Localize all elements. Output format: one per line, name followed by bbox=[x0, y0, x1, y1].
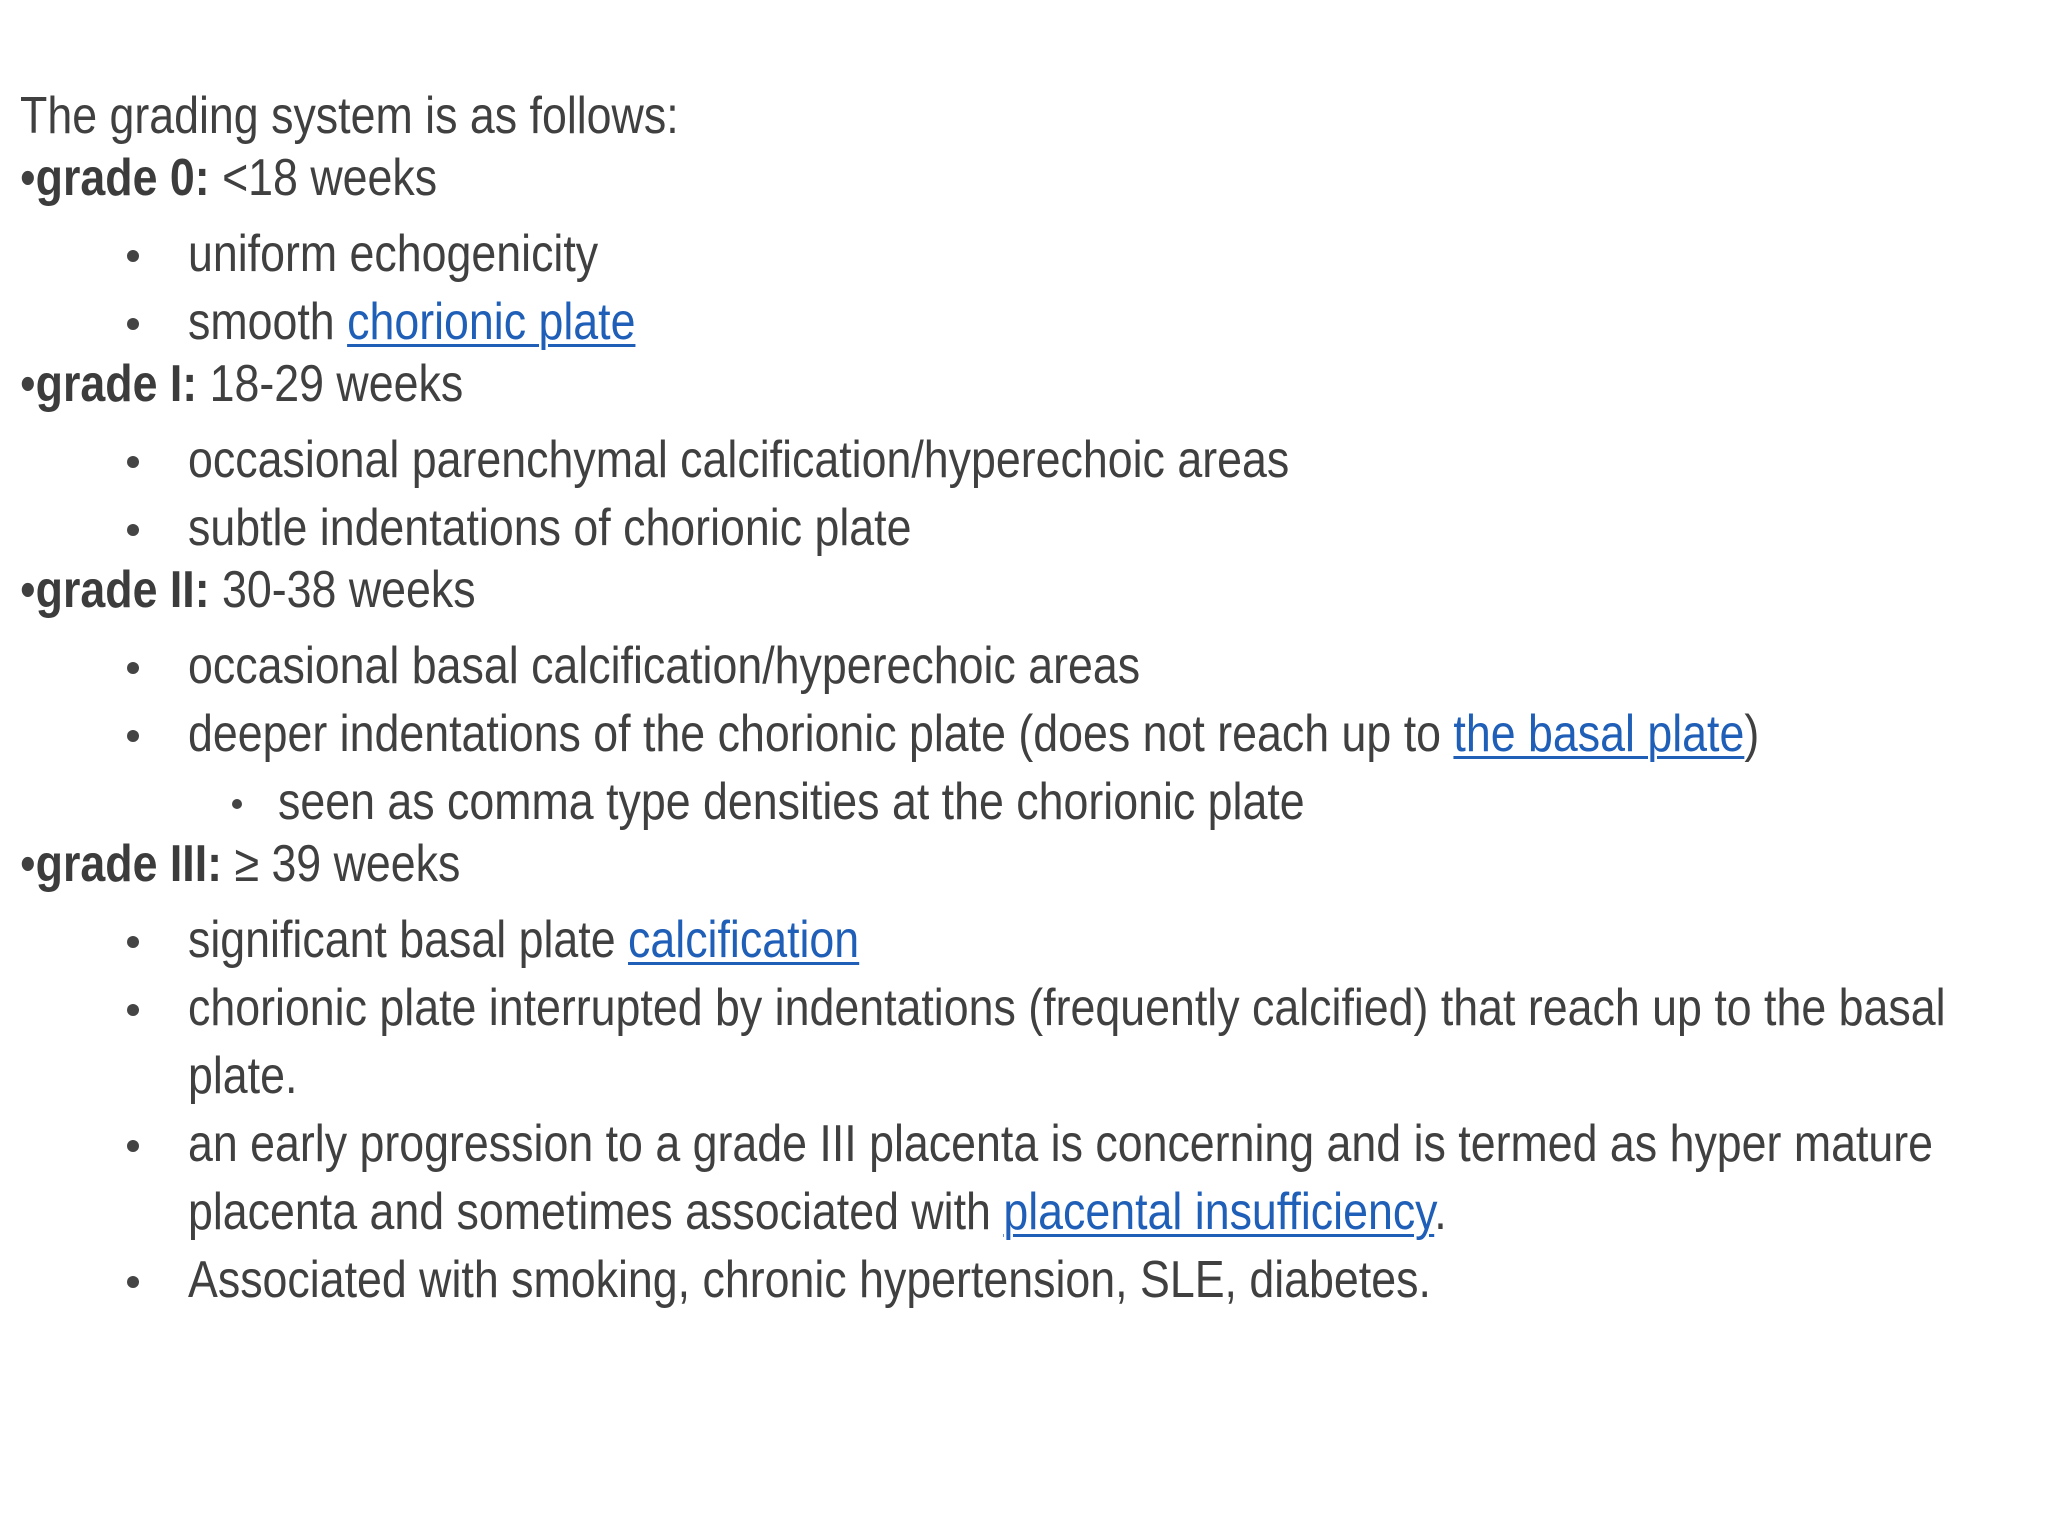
list-item: subtle indentations of chorionic plate bbox=[188, 499, 912, 557]
grade-label: grade II: bbox=[35, 561, 210, 619]
bullet-dot bbox=[127, 250, 139, 262]
grade-weeks: ≥ 39 weeks bbox=[222, 835, 461, 893]
list-item: Associated with smoking, chronic hypertension, SLE, diabetes. bbox=[188, 1251, 1431, 1309]
grade-label: grade I: bbox=[35, 355, 198, 413]
bullet-dot bbox=[127, 318, 139, 330]
basal-plate-link[interactable]: the basal plate bbox=[1453, 705, 1745, 763]
list-item: uniform echogenicity bbox=[188, 225, 599, 283]
bullet-dot bbox=[127, 1276, 139, 1288]
intro-text: The grading system is as follows: bbox=[20, 87, 679, 145]
grade-weeks: <18 weeks bbox=[209, 149, 438, 207]
grade-bullet: • bbox=[20, 355, 36, 413]
sub-bullet-dot bbox=[232, 799, 242, 809]
bullet-dot bbox=[127, 456, 139, 468]
list-item-continuation: plate. bbox=[188, 1047, 298, 1105]
list-item-continuation: placenta and sometimes associated with placental insufficiency. bbox=[188, 1183, 1447, 1241]
grade-bullet: • bbox=[20, 835, 36, 893]
sub-list-item: seen as comma type densities at the chorionic plate bbox=[278, 773, 1305, 831]
grade-weeks: 30-38 weeks bbox=[209, 561, 476, 619]
grade-weeks: 18-29 weeks bbox=[197, 355, 464, 413]
list-item: occasional basal calcification/hyperechoic areas bbox=[188, 637, 1141, 695]
grade-heading-1 bbox=[20, 354, 463, 414]
bullet-dot bbox=[127, 936, 139, 948]
grade-bullet: • bbox=[20, 561, 36, 619]
grade-heading-0 bbox=[20, 148, 437, 208]
grade-label: grade 0: bbox=[35, 149, 210, 207]
calcification-link[interactable]: calcification bbox=[628, 911, 860, 969]
list-item: smooth chorionic plate bbox=[188, 293, 636, 351]
grade-label: grade III: bbox=[35, 835, 223, 893]
list-item: deeper indentations of the chorionic plate (does not reach up to the basal plate) bbox=[188, 705, 1760, 763]
bullet-dot bbox=[127, 730, 139, 742]
list-item: occasional parenchymal calcification/hyperechoic areas bbox=[188, 431, 1290, 489]
bullet-dot bbox=[127, 662, 139, 674]
bullet-dot bbox=[127, 524, 139, 536]
bullet-dot bbox=[127, 1004, 139, 1016]
list-item: significant basal plate calcification bbox=[188, 911, 860, 969]
grade-bullet: • bbox=[20, 149, 36, 207]
grade-heading-3 bbox=[20, 834, 460, 894]
grade-heading-2 bbox=[20, 560, 476, 620]
list-item: an early progression to a grade III placenta is concerning and is termed as hyper mature bbox=[188, 1115, 1934, 1173]
list-item: chorionic plate interrupted by indentations (frequently calcified) that reach up to the basal bbox=[188, 979, 1946, 1037]
chorionic-plate-link[interactable]: chorionic plate bbox=[347, 293, 636, 351]
bullet-dot bbox=[127, 1140, 139, 1152]
placental-insufficiency-link[interactable]: placental insufficiency bbox=[1003, 1183, 1435, 1241]
